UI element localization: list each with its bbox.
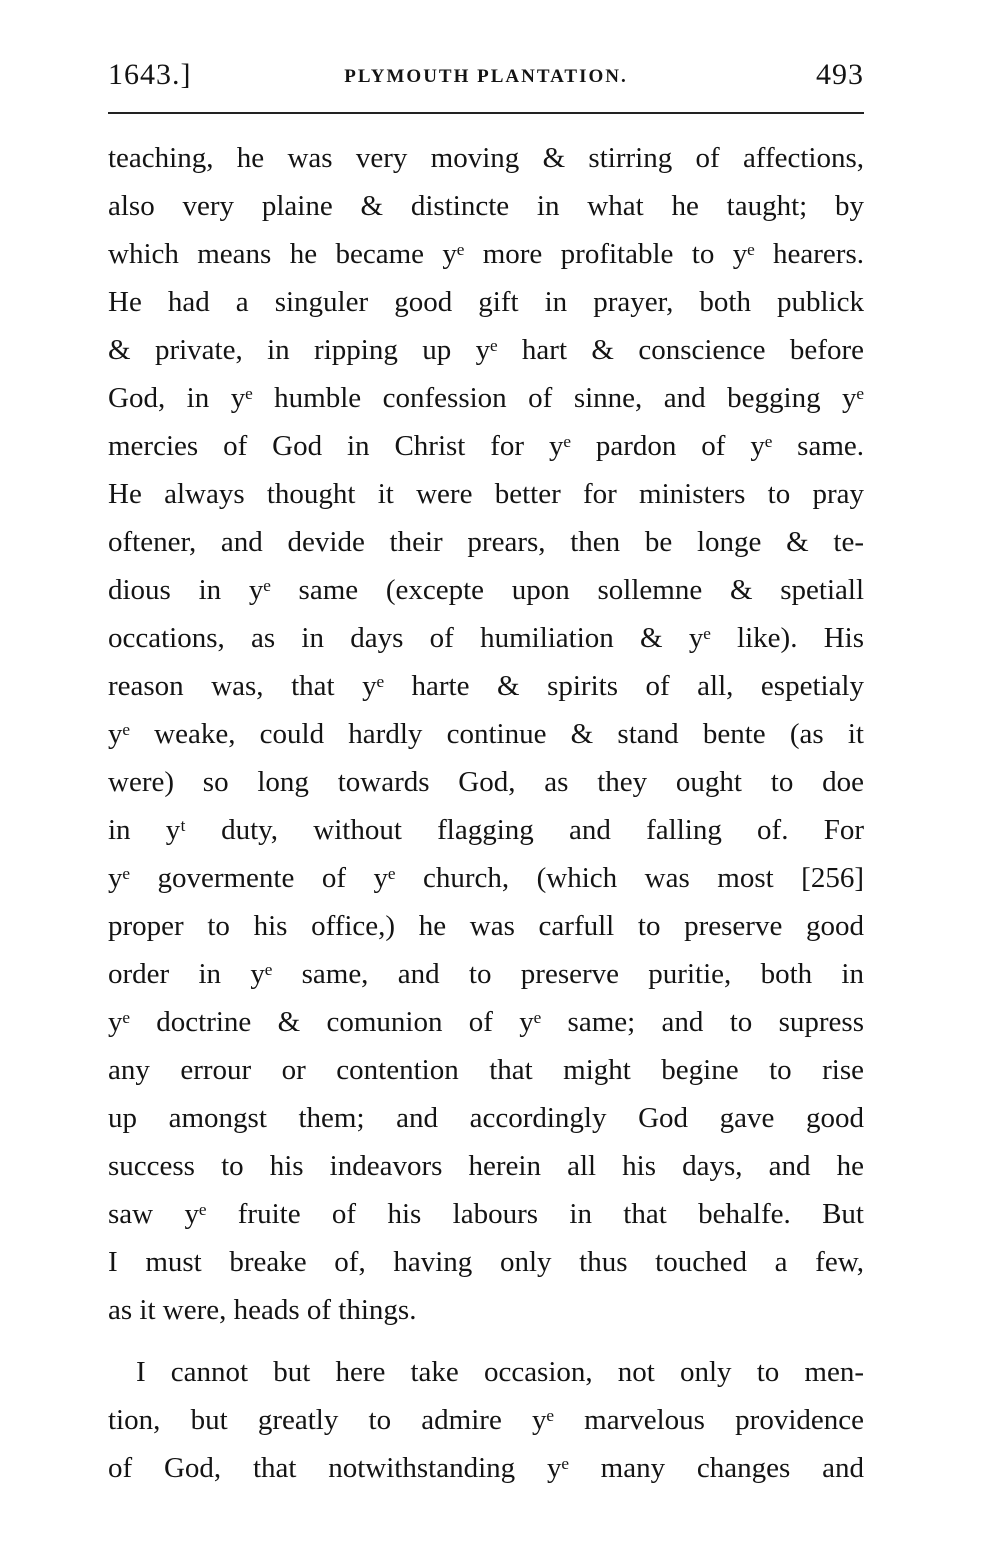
body-text (108, 134, 864, 1492)
paragraph-1 (108, 134, 864, 1334)
text-line: as it were, heads of things. (108, 1294, 417, 1326)
text-line: yᵉ weake, could hardly continue & stand bente (as it (108, 718, 864, 750)
text-line: also very plaine & distincte in what he taught; by (108, 190, 864, 222)
page-number: 493 (816, 58, 864, 91)
text-line: of God, that notwithstanding yᵉ many changes and (108, 1452, 864, 1484)
text-line: order in yᵉ same, and to preserve puritie, both in (108, 958, 864, 990)
text-line: in yᵗ duty, without flagging and falling of. For (108, 814, 864, 846)
text-line: success to his indeavors herein all his days, and he (108, 1150, 864, 1182)
text-line: proper to his office,) he was carfull to preserve good (108, 910, 864, 942)
running-head-year: 1643.] (108, 58, 192, 91)
text-line: He always thought it were better for ministers to pray (108, 478, 864, 510)
text-line: He had a singuler good gift in prayer, both publick (108, 286, 864, 318)
paragraph-gap (108, 1334, 864, 1348)
text-line: I cannot but here take occasion, not only to men- (136, 1356, 864, 1388)
text-line: God, in yᵉ humble confession of sinne, and begging yᵉ (108, 382, 864, 414)
text-line: yᵉ doctrine & comunion of yᵉ same; and to supress (108, 1006, 864, 1038)
text-line: yᵉ govermente of yᵉ church, (which was most [256] (108, 862, 864, 894)
text-line: occations, as in days of humiliation & yᵉ like). His (108, 622, 864, 654)
text-line: any errour or contention that might begine to rise (108, 1054, 864, 1086)
text-line: I must breake of, having only thus touched a few, (108, 1246, 864, 1278)
header-rule (108, 112, 864, 114)
running-head (108, 58, 864, 98)
text-line: up amongst them; and accordingly God gave good (108, 1102, 864, 1134)
text-line: were) so long towards God, as they ought to doe (108, 766, 864, 798)
text-line: & private, in ripping up yᵉ hart & conscience before (108, 334, 864, 366)
text-line: mercies of God in Christ for yᵉ pardon of yᵉ same. (108, 430, 864, 462)
text-line: oftener, and devide their prears, then be longe & te- (108, 526, 864, 558)
text-line: teaching, he was very moving & stirring of affections, (108, 142, 864, 174)
text-line: reason was, that yᵉ harte & spirits of all, espetialy (108, 670, 864, 702)
text-line: saw yᵉ fruite of his labours in that behalfe. But (108, 1198, 864, 1230)
text-line: tion, but greatly to admire yᵉ marvelous providence (108, 1404, 864, 1436)
running-head-title: PLYMOUTH PLANTATION. (344, 66, 628, 87)
paragraph-2 (108, 1348, 864, 1492)
text-line: which means he became yᵉ more profitable to yᵉ hearers. (108, 238, 864, 270)
text-line: dious in yᵉ same (excepte upon sollemne & spetiall (108, 574, 864, 606)
